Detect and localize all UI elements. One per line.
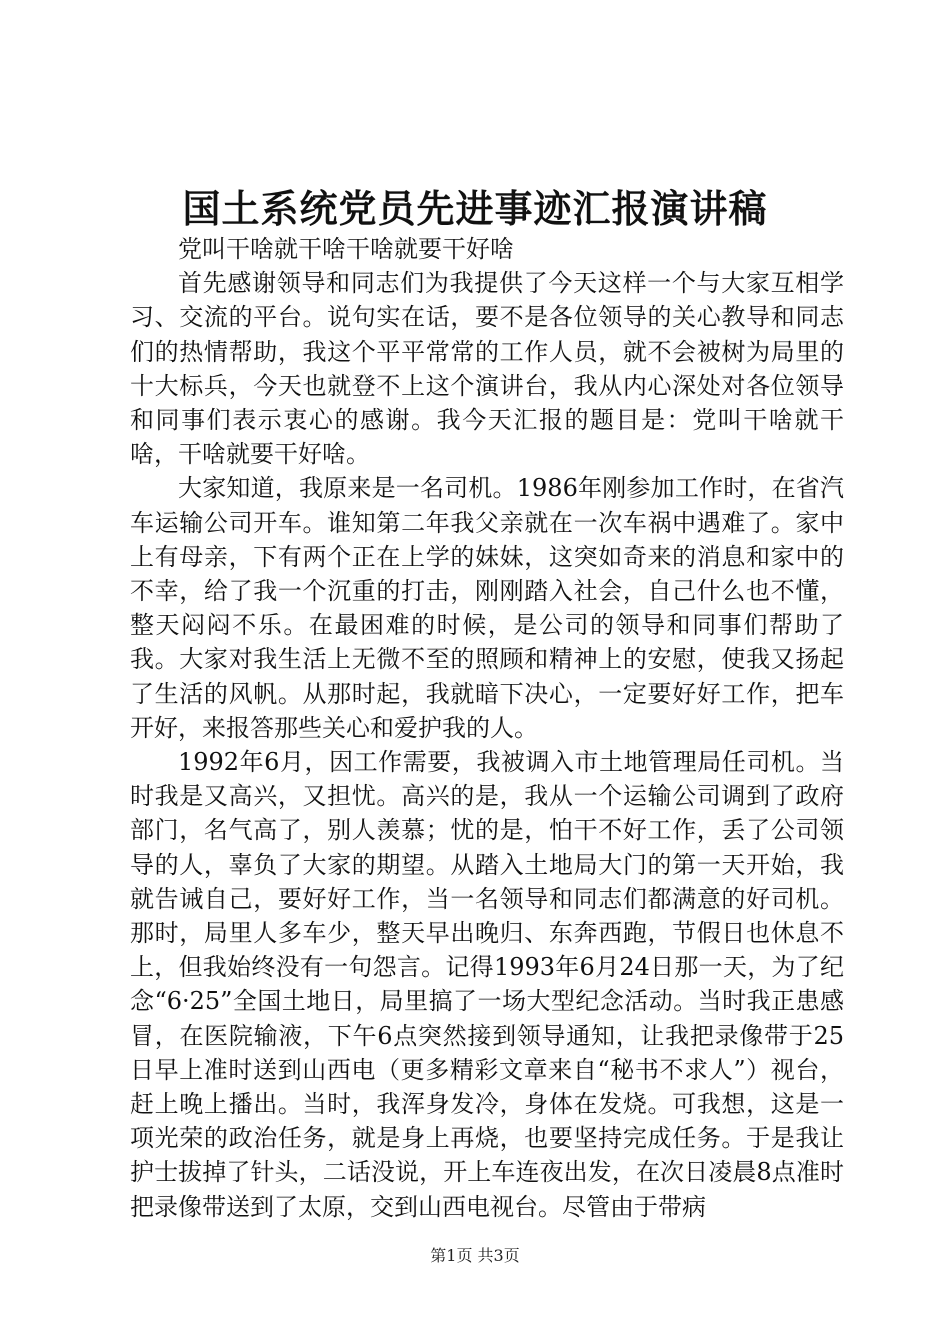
paragraph-subtitle: 党叫干啥就干啥干啥就要干好啥 — [178, 235, 514, 263]
document-body — [130, 232, 844, 1224]
paragraph: 1992年6月，因工作需要，我被调入市土地管理局任司机。当时我是又高兴，又担忧。高兴的是，我从一个运输公司调到了政府部门，名气高了，别人羡慕；忧的是，怕干不好工作，丢了公司领导的人，辜负了大家的期望。从踏入土地局大门的第一天开始，我就告诫自己，要好好工作，当一名领导和同志们都满意的好司机。那时，局里人多车少，整天早出晚归、东奔西跑，节假日也休息不上，但我始终没有一句怨言。记得1993年6月24日那一天，为了纪念“6·25”全国土地日，局里搞了一场大型纪念活动。当时我正患感冒，在医院输液，下午6点突然接到领导通知，让我把录像带于25日早上准时送到山西电（更多精彩文章来自“秘书不求人”）视台，赶上晚上播出。当时，我浑身发冷，身体在发烧。可我想，这是一项光荣的政治任务，就是身上再烧，也要坚持完成任务。于是我让护士拔掉了针头，二话没说，开上车连夜出发，在次日凌晨8点准时把录像带送到了太原，交到山西电视台。尽管由于带病 — [130, 748, 844, 1221]
document-title: 国土系统党员先进事迹汇报演讲稿 — [182, 186, 768, 231]
paragraph: 首先感谢领导和同志们为我提供了今天这样一个与大家互相学习、交流的平台。说句实在话，要不是各位领导的关心教导和同志们的热情帮助，我这个平平常常的工作人员，就不会被树为局里的十大标兵，今天也就登不上这个演讲台，我从内心深处对各位领导和同事们表示衷心的感谢。我今天汇报的题目是：党叫干啥就干啥，干啥就要干好啥。 — [130, 269, 844, 469]
paragraph: 大家知道，我原来是一名司机。1986年刚参加工作时，在省汽车运输公司开车。谁知第二年我父亲就在一次车祸中遇难了。家中上有母亲，下有两个正在上学的妹妹，这突如奇来的消息和家中的不幸，给了我一个沉重的打击，刚刚踏入社会，自己什么也不懂，整天闷闷不乐。在最困难的时候，是公司的领导和同事们帮助了我。大家对我生活上无微不至的照顾和精神上的安慰，使我又扬起了生活的风帆。从那时起，我就暗下决心，一定要好好工作，把车开好，来报答那些关心和爱护我的人。 — [130, 474, 844, 742]
page-number-footer: 第1页 共3页 — [430, 1246, 520, 1265]
